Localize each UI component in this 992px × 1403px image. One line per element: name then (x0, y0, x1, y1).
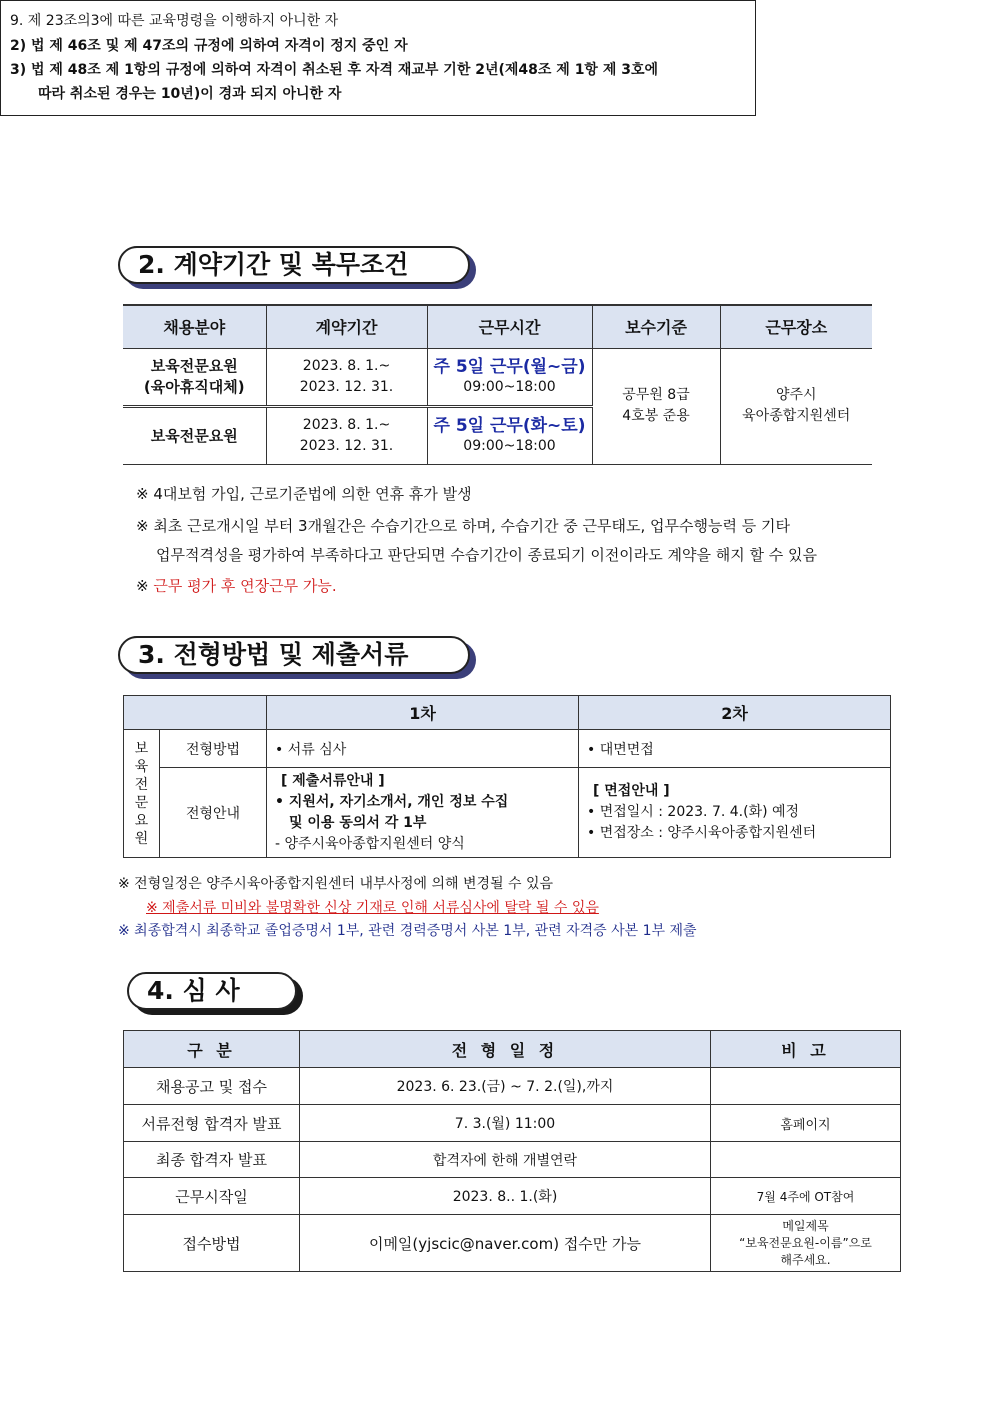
header-schedule: 전 형 일 정 (300, 1031, 711, 1068)
disqualification-line: 2) 법 제 46조 및 제 47조의 규정에 의하여 자격이 정지 중인 자 (10, 38, 408, 54)
table-row-note: 메일제목 “보육전문요원-이름”으로 해주세요. (711, 1215, 901, 1272)
header-round-2: 2차 (579, 696, 891, 730)
note-probation-cont: 업무적격성을 평가하여 부족하다고 판단되면 수습기간이 종료되기 이전이라도 계약을 해지 할 수 있음 (156, 546, 818, 564)
header-hours: 근무시간 (427, 305, 592, 348)
header-empty (124, 696, 267, 730)
disqualification-box (0, 0, 756, 116)
table-row-schedule: 이메일(yjscic@naver.com) 접수만 가능 (300, 1215, 711, 1272)
table-row-schedule: 합격자에 한해 개별연락 (300, 1142, 711, 1178)
table-row-note: 7월 4주에 OT참여 (711, 1178, 901, 1215)
selection-method-table (123, 695, 891, 858)
table-row-label: 근무시작일 (124, 1178, 300, 1215)
header-round-1: 1차 (267, 696, 579, 730)
section-3-heading: 3. 전형방법 및 제출서류 (118, 636, 470, 674)
note-final-docs: ※ 최종합격시 최종학교 졸업증명서 1부, 관련 경력증명서 사본 1부, 관련 자격증 사본 1부 제출 (118, 923, 697, 939)
method-round-2: • 대면면접 (579, 730, 891, 768)
note-insurance: ※ 4대보험 가입, 근로기준법에 의한 연휴 휴가 발생 (136, 485, 472, 503)
section-4-heading: 4. 심 사 (127, 972, 297, 1010)
row1-hours: 주 5일 근무(월~금) 09:00~18:00 (427, 348, 592, 406)
row2-period: 2023. 8. 1.~ 2023. 12. 31. (266, 406, 427, 464)
note-schedule-change: ※ 전형일정은 양주시육아종합지원센터 내부사정에 의해 변경될 수 있음 (118, 876, 554, 892)
docs-guide: [ 제출서류안내 ] • 지원서, 자기소개서, 개인 정보 수집 및 이용 동의서 각 1부 - 양주시육아종합지원센터 양식 (267, 768, 579, 858)
table-row-label: 최종 합격자 발표 (124, 1142, 300, 1178)
contract-conditions-table (123, 304, 872, 465)
work-place: 양주시 육아종합지원센터 (720, 348, 872, 464)
disqualification-line: 9. 제 23조의3에 따른 교육명령을 이행하지 아니한 자 (10, 13, 339, 29)
table-row-schedule: 2023. 8.. 1.(화) (300, 1178, 711, 1215)
method-round-1: • 서류 심사 (267, 730, 579, 768)
table-row-note (711, 1068, 901, 1105)
header-field: 채용분야 (123, 305, 266, 348)
row2-hours: 주 5일 근무(화~토) 09:00~18:00 (427, 406, 592, 464)
interview-guide: [ 면접안내 ] • 면접일시 : 2023. 7. 4.(화) 예정 • 면접장소 : 양주시육아종합지원센터 (579, 768, 891, 858)
table-row-schedule: 2023. 6. 23.(금) ~ 7. 2.(일),까지 (300, 1068, 711, 1105)
pay-standard: 공무원 8급 4호봉 준용 (592, 348, 720, 464)
header-place: 근무장소 (720, 305, 872, 348)
header-pay: 보수기준 (592, 305, 720, 348)
table-row-note: 홈페이지 (711, 1105, 901, 1142)
label-guide: 전형안내 (160, 768, 267, 858)
table-row-schedule: 7. 3.(월) 11:00 (300, 1105, 711, 1142)
row1-period: 2023. 8. 1.~ 2023. 12. 31. (266, 348, 427, 406)
row1-field: 보육전문요원 (육아휴직대체) (123, 348, 266, 406)
side-label: 보 육 전 문 요 원 (124, 730, 160, 858)
table-row-label: 접수방법 (124, 1215, 300, 1272)
header-remarks: 비 고 (711, 1031, 901, 1068)
header-category: 구 분 (124, 1031, 300, 1068)
note-docs-warning: ※ 제출서류 미비와 불명확한 신상 기재로 인해 서류심사에 탈락 될 수 있음 (146, 900, 599, 916)
row2-field: 보육전문요원 (123, 406, 266, 464)
header-period: 계약기간 (266, 305, 427, 348)
note-extension: ※ 근무 평가 후 연장근무 가능. (136, 577, 337, 595)
table-row-note (711, 1142, 901, 1178)
screening-schedule-table (123, 1030, 901, 1272)
table-row-label: 채용공고 및 접수 (124, 1068, 300, 1105)
label-method: 전형방법 (160, 730, 267, 768)
note-probation: ※ 최초 근로개시일 부터 3개월간은 수습기간으로 하며, 수습기간 중 근무태도, 업무수행능력 등 기타 (136, 517, 790, 535)
disqualification-line: 따라 취소된 경우는 10년)이 경과 되지 아니한 자 (38, 86, 342, 102)
disqualification-line: 3) 법 제 48조 제 1항의 규정에 의하여 자격이 취소된 후 자격 재교부 기한 2년(제48조 제 1항 제 3호에 (10, 62, 659, 78)
section-2-heading: 2. 계약기간 및 복무조건 (118, 246, 470, 284)
table-row-label: 서류전형 합격자 발표 (124, 1105, 300, 1142)
